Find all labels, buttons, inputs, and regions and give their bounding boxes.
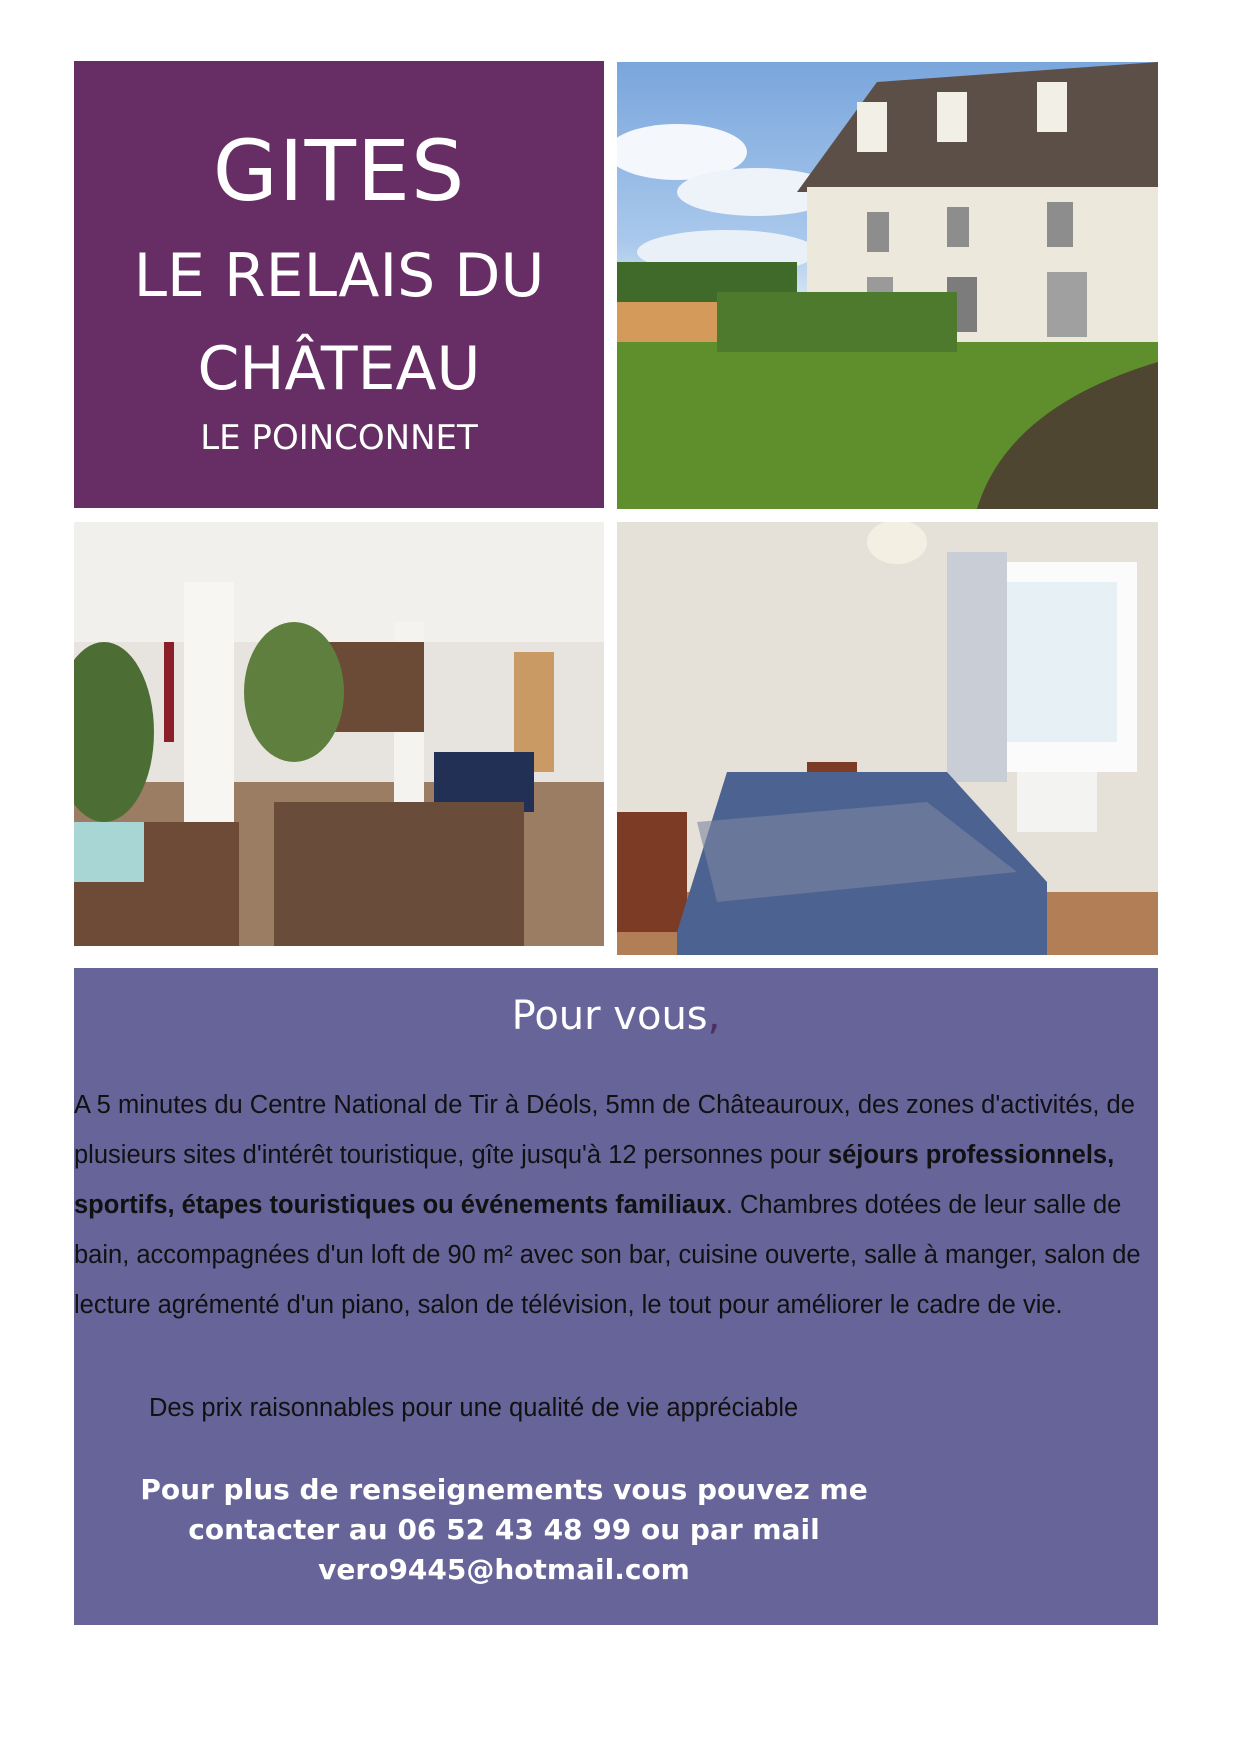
title-block [74,61,604,508]
title-chateau: CHÂTEAU [197,334,481,404]
info-heading [74,986,1158,1046]
house-photo [617,62,1158,509]
living-room-photo [74,522,604,946]
title-relais: LE RELAIS DU [133,241,545,311]
contact-line2: contacter au 06 52 43 48 99 ou par mail [188,1513,820,1546]
contact-info [74,1470,934,1590]
bedroom-photo [617,522,1158,955]
description-bold: séjours professionnels, sportifs, étapes touristiques ou événements familiaux [74,1141,1115,1219]
description-part1: A 5 minutes du Centre National de Tir à Déols, 5mn de Châteauroux, des zones d'activités, de plusieurs sites d'intérêt touristique, gîte jusqu'à 12 personnes pour [74,1091,1135,1169]
contact-line1: Pour plus de renseignements vous pouvez me [140,1473,868,1506]
title-location: LE POINCONNET [200,418,478,458]
description-part2: . Chambres dotées de leur salle de bain, accompagnées d'un loft de 90 m² avec son bar, cuisine ouverte, salle à manger, salon de lecture agrémenté d'un piano, salon de télévision, le tout pour améliorer le cadre de vie. [74,1191,1141,1319]
info-heading-comma: , [707,993,721,1039]
info-block [74,968,1158,1625]
info-description [74,1080,1158,1330]
title-gites: GITES [212,122,466,220]
info-heading-text: Pour vous [511,993,708,1039]
contact-email[interactable]: vero9445@hotmail.com [318,1553,690,1586]
price-tagline: Des prix raisonnables pour une qualité de vie appréciable [149,1394,799,1422]
